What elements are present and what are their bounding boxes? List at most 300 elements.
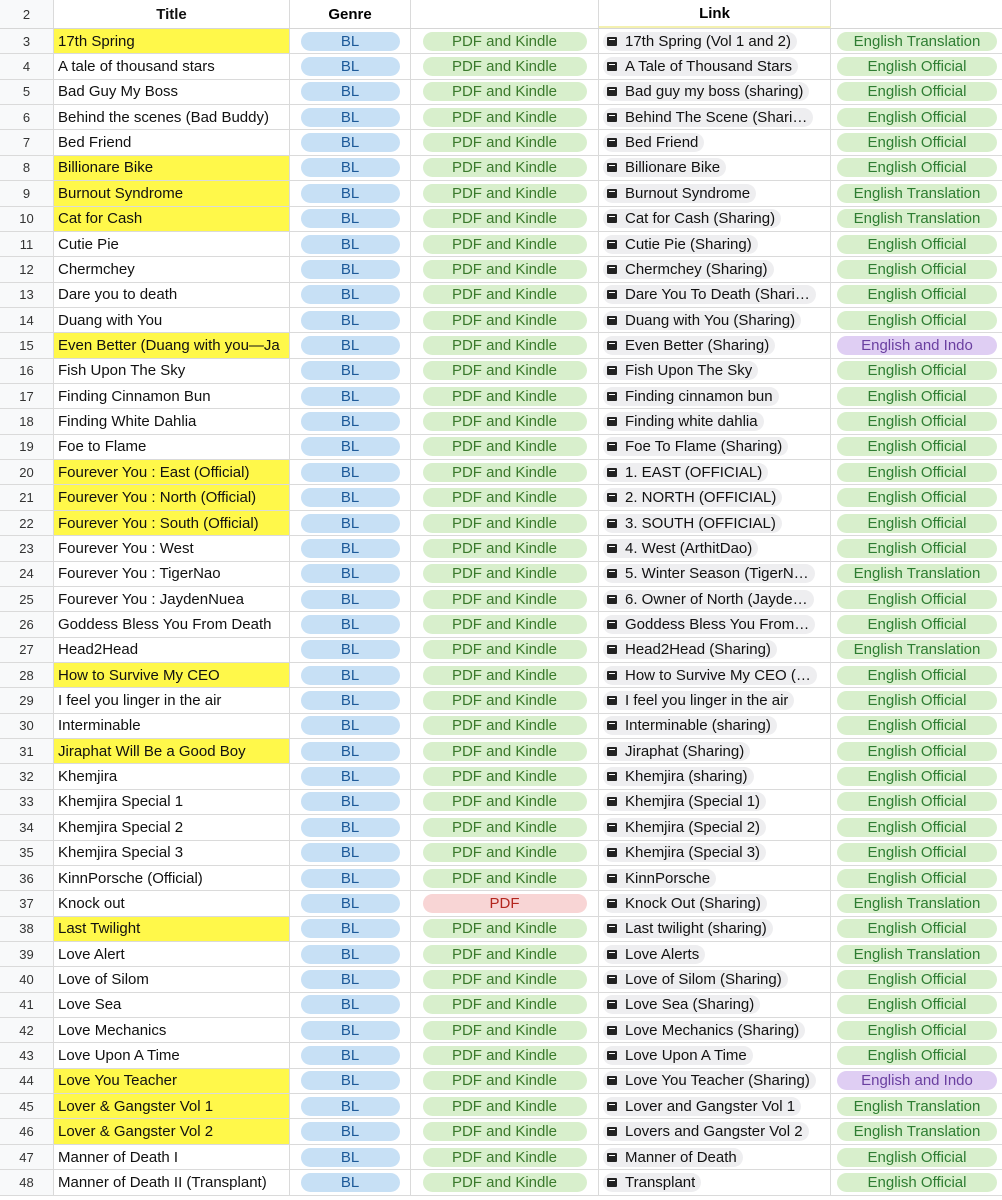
- language-chip[interactable]: English Official: [837, 818, 997, 837]
- genre-chip[interactable]: BL: [301, 1097, 400, 1116]
- language-chip[interactable]: English Official: [837, 666, 997, 685]
- language-cell[interactable]: [831, 257, 1002, 281]
- genre-cell[interactable]: [290, 435, 411, 459]
- title-cell[interactable]: Foe to Flame: [54, 435, 290, 459]
- format-cell[interactable]: [411, 942, 599, 966]
- title-cell[interactable]: Fourever You : TigerNao: [54, 562, 290, 586]
- format-chip[interactable]: PDF and Kindle: [423, 158, 587, 177]
- language-cell[interactable]: [831, 29, 1002, 53]
- title-cell[interactable]: Chermchey: [54, 257, 290, 281]
- format-cell[interactable]: [411, 536, 599, 560]
- genre-chip[interactable]: BL: [301, 311, 400, 330]
- format-cell[interactable]: [411, 29, 599, 53]
- row-number[interactable]: 15: [0, 333, 54, 357]
- genre-cell[interactable]: [290, 815, 411, 839]
- genre-chip[interactable]: BL: [301, 970, 400, 989]
- language-cell[interactable]: [831, 1043, 1002, 1067]
- link-cell[interactable]: [599, 333, 831, 357]
- format-chip[interactable]: PDF and Kindle: [423, 1173, 587, 1192]
- row-number[interactable]: 36: [0, 866, 54, 890]
- title-cell[interactable]: Even Better (Duang with you—Ja: [54, 333, 290, 357]
- genre-chip[interactable]: BL: [301, 590, 400, 609]
- link-chip[interactable]: [603, 716, 777, 735]
- row-number[interactable]: 21: [0, 485, 54, 509]
- format-chip[interactable]: PDF and Kindle: [423, 184, 587, 203]
- language-chip[interactable]: English Official: [837, 615, 997, 634]
- link-chip[interactable]: [603, 57, 798, 76]
- language-chip[interactable]: English Official: [837, 691, 997, 710]
- genre-chip[interactable]: BL: [301, 742, 400, 761]
- link-cell[interactable]: [599, 815, 831, 839]
- link-cell[interactable]: [599, 511, 831, 535]
- format-cell[interactable]: [411, 790, 599, 814]
- row-number[interactable]: 7: [0, 130, 54, 154]
- link-chip[interactable]: [603, 640, 777, 659]
- format-cell[interactable]: [411, 156, 599, 180]
- row-number[interactable]: 42: [0, 1018, 54, 1042]
- genre-cell[interactable]: [290, 283, 411, 307]
- language-cell[interactable]: [831, 891, 1002, 915]
- genre-cell[interactable]: [290, 384, 411, 408]
- format-chip[interactable]: PDF and Kindle: [423, 818, 587, 837]
- language-chip[interactable]: English Official: [837, 158, 997, 177]
- format-cell[interactable]: [411, 207, 599, 231]
- link-chip[interactable]: [603, 32, 797, 51]
- language-chip[interactable]: English Official: [837, 82, 997, 101]
- row-number[interactable]: 34: [0, 815, 54, 839]
- language-cell[interactable]: [831, 1069, 1002, 1093]
- language-cell[interactable]: [831, 993, 1002, 1017]
- genre-cell[interactable]: [290, 54, 411, 78]
- row-number[interactable]: 38: [0, 917, 54, 941]
- genre-chip[interactable]: BL: [301, 894, 400, 913]
- row-number[interactable]: 39: [0, 942, 54, 966]
- row-number[interactable]: 5: [0, 80, 54, 104]
- link-chip[interactable]: [603, 843, 766, 862]
- genre-chip[interactable]: BL: [301, 285, 400, 304]
- link-chip[interactable]: [603, 1071, 816, 1090]
- format-chip[interactable]: PDF and Kindle: [423, 945, 587, 964]
- genre-cell[interactable]: [290, 1170, 411, 1194]
- genre-cell[interactable]: [290, 967, 411, 991]
- genre-cell[interactable]: [290, 739, 411, 763]
- format-cell[interactable]: [411, 1094, 599, 1118]
- genre-cell[interactable]: [290, 942, 411, 966]
- link-chip[interactable]: [603, 514, 782, 533]
- title-cell[interactable]: Fourever You : JaydenNuea: [54, 587, 290, 611]
- link-chip[interactable]: [603, 539, 758, 558]
- genre-chip[interactable]: BL: [301, 209, 400, 228]
- row-number[interactable]: 13: [0, 283, 54, 307]
- genre-chip[interactable]: BL: [301, 57, 400, 76]
- language-cell[interactable]: [831, 511, 1002, 535]
- format-chip[interactable]: PDF and Kindle: [423, 564, 587, 583]
- link-chip[interactable]: [603, 133, 704, 152]
- title-cell[interactable]: Knock out: [54, 891, 290, 915]
- language-cell[interactable]: [831, 714, 1002, 738]
- genre-chip[interactable]: BL: [301, 361, 400, 380]
- language-cell[interactable]: [831, 587, 1002, 611]
- language-cell[interactable]: [831, 207, 1002, 231]
- title-cell[interactable]: Khemjira Special 3: [54, 841, 290, 865]
- language-chip[interactable]: English Official: [837, 133, 997, 152]
- title-cell[interactable]: Love of Silom: [54, 967, 290, 991]
- link-chip[interactable]: [603, 285, 816, 304]
- title-cell[interactable]: Behind the scenes (Bad Buddy): [54, 105, 290, 129]
- genre-cell[interactable]: [290, 917, 411, 941]
- link-cell[interactable]: [599, 967, 831, 991]
- format-chip[interactable]: PDF and Kindle: [423, 260, 587, 279]
- format-chip[interactable]: PDF and Kindle: [423, 463, 587, 482]
- format-chip[interactable]: PDF and Kindle: [423, 995, 587, 1014]
- language-cell[interactable]: [831, 967, 1002, 991]
- row-number[interactable]: 33: [0, 790, 54, 814]
- row-number[interactable]: 18: [0, 409, 54, 433]
- link-cell[interactable]: [599, 739, 831, 763]
- format-chip[interactable]: PDF and Kindle: [423, 514, 587, 533]
- genre-chip[interactable]: BL: [301, 437, 400, 456]
- title-cell[interactable]: Fourever You : North (Official): [54, 485, 290, 509]
- genre-chip[interactable]: BL: [301, 818, 400, 837]
- format-chip[interactable]: PDF and Kindle: [423, 1021, 587, 1040]
- title-cell[interactable]: Bed Friend: [54, 130, 290, 154]
- genre-chip[interactable]: BL: [301, 995, 400, 1014]
- language-chip[interactable]: English Translation: [837, 209, 997, 228]
- genre-cell[interactable]: [290, 333, 411, 357]
- link-cell[interactable]: [599, 54, 831, 78]
- language-chip[interactable]: English Official: [837, 311, 997, 330]
- format-cell[interactable]: [411, 1145, 599, 1169]
- row-number[interactable]: 22: [0, 511, 54, 535]
- language-cell[interactable]: [831, 435, 1002, 459]
- format-chip[interactable]: PDF and Kindle: [423, 590, 587, 609]
- format-chip[interactable]: PDF and Kindle: [423, 82, 587, 101]
- title-cell[interactable]: Last Twilight: [54, 917, 290, 941]
- format-cell[interactable]: [411, 993, 599, 1017]
- title-cell[interactable]: Manner of Death II (Transplant): [54, 1170, 290, 1194]
- language-cell[interactable]: [831, 1018, 1002, 1042]
- link-cell[interactable]: [599, 790, 831, 814]
- link-cell[interactable]: [599, 29, 831, 53]
- genre-chip[interactable]: BL: [301, 158, 400, 177]
- genre-chip[interactable]: BL: [301, 691, 400, 710]
- language-cell[interactable]: [831, 409, 1002, 433]
- language-chip[interactable]: English and Indo: [837, 1071, 997, 1090]
- row-number[interactable]: 29: [0, 688, 54, 712]
- genre-chip[interactable]: BL: [301, 336, 400, 355]
- genre-cell[interactable]: [290, 536, 411, 560]
- language-chip[interactable]: English Official: [837, 539, 997, 558]
- language-chip[interactable]: English Official: [837, 412, 997, 431]
- row-number[interactable]: 48: [0, 1170, 54, 1194]
- link-cell[interactable]: [599, 942, 831, 966]
- language-cell[interactable]: [831, 917, 1002, 941]
- format-chip[interactable]: PDF and Kindle: [423, 767, 587, 786]
- genre-cell[interactable]: [290, 1119, 411, 1143]
- language-cell[interactable]: [831, 688, 1002, 712]
- link-cell[interactable]: [599, 232, 831, 256]
- genre-cell[interactable]: [290, 105, 411, 129]
- language-chip[interactable]: English Official: [837, 970, 997, 989]
- header-link[interactable]: Link: [599, 0, 831, 28]
- language-cell[interactable]: [831, 460, 1002, 484]
- title-cell[interactable]: Head2Head: [54, 638, 290, 662]
- row-number[interactable]: 25: [0, 587, 54, 611]
- language-chip[interactable]: English Official: [837, 361, 997, 380]
- link-cell[interactable]: [599, 1094, 831, 1118]
- language-chip[interactable]: English Official: [837, 1046, 997, 1065]
- language-cell[interactable]: [831, 739, 1002, 763]
- format-cell[interactable]: [411, 967, 599, 991]
- title-cell[interactable]: Love You Teacher: [54, 1069, 290, 1093]
- row-number[interactable]: 19: [0, 435, 54, 459]
- format-cell[interactable]: [411, 1119, 599, 1143]
- language-cell[interactable]: [831, 1119, 1002, 1143]
- row-number[interactable]: 23: [0, 536, 54, 560]
- genre-cell[interactable]: [290, 232, 411, 256]
- genre-chip[interactable]: BL: [301, 1046, 400, 1065]
- genre-chip[interactable]: BL: [301, 32, 400, 51]
- row-number[interactable]: 10: [0, 207, 54, 231]
- format-chip[interactable]: PDF: [423, 894, 587, 913]
- format-cell[interactable]: [411, 815, 599, 839]
- language-chip[interactable]: English Translation: [837, 894, 997, 913]
- format-cell[interactable]: [411, 739, 599, 763]
- format-chip[interactable]: PDF and Kindle: [423, 640, 587, 659]
- link-cell[interactable]: [599, 283, 831, 307]
- language-cell[interactable]: [831, 612, 1002, 636]
- language-chip[interactable]: English Translation: [837, 1122, 997, 1141]
- genre-cell[interactable]: [290, 257, 411, 281]
- language-chip[interactable]: English Translation: [837, 640, 997, 659]
- format-chip[interactable]: PDF and Kindle: [423, 919, 587, 938]
- genre-cell[interactable]: [290, 891, 411, 915]
- row-number[interactable]: 46: [0, 1119, 54, 1143]
- link-cell[interactable]: [599, 663, 831, 687]
- genre-chip[interactable]: BL: [301, 564, 400, 583]
- row-number[interactable]: 40: [0, 967, 54, 991]
- language-chip[interactable]: English Official: [837, 57, 997, 76]
- link-cell[interactable]: [599, 105, 831, 129]
- format-chip[interactable]: PDF and Kindle: [423, 412, 587, 431]
- title-cell[interactable]: Love Sea: [54, 993, 290, 1017]
- row-number[interactable]: 43: [0, 1043, 54, 1067]
- title-cell[interactable]: Jiraphat Will Be a Good Boy: [54, 739, 290, 763]
- format-cell[interactable]: [411, 333, 599, 357]
- row-number[interactable]: 28: [0, 663, 54, 687]
- language-chip[interactable]: English Translation: [837, 32, 997, 51]
- genre-cell[interactable]: [290, 1069, 411, 1093]
- link-chip[interactable]: [603, 235, 758, 254]
- link-cell[interactable]: [599, 308, 831, 332]
- language-cell[interactable]: [831, 1145, 1002, 1169]
- language-chip[interactable]: English Official: [837, 767, 997, 786]
- format-cell[interactable]: [411, 688, 599, 712]
- link-cell[interactable]: [599, 612, 831, 636]
- title-cell[interactable]: KinnPorsche (Official): [54, 866, 290, 890]
- genre-chip[interactable]: BL: [301, 82, 400, 101]
- row-number[interactable]: 45: [0, 1094, 54, 1118]
- language-chip[interactable]: English Official: [837, 260, 997, 279]
- genre-chip[interactable]: BL: [301, 463, 400, 482]
- link-chip[interactable]: [603, 108, 813, 127]
- genre-cell[interactable]: [290, 308, 411, 332]
- title-cell[interactable]: Duang with You: [54, 308, 290, 332]
- language-cell[interactable]: [831, 308, 1002, 332]
- language-chip[interactable]: English Official: [837, 995, 997, 1014]
- genre-chip[interactable]: BL: [301, 767, 400, 786]
- title-cell[interactable]: Khemjira Special 1: [54, 790, 290, 814]
- row-number[interactable]: 27: [0, 638, 54, 662]
- language-chip[interactable]: English Official: [837, 437, 997, 456]
- link-chip[interactable]: [603, 590, 814, 609]
- link-cell[interactable]: [599, 359, 831, 383]
- genre-cell[interactable]: [290, 156, 411, 180]
- title-cell[interactable]: How to Survive My CEO: [54, 663, 290, 687]
- format-chip[interactable]: PDF and Kindle: [423, 336, 587, 355]
- genre-cell[interactable]: [290, 612, 411, 636]
- format-cell[interactable]: [411, 80, 599, 104]
- genre-cell[interactable]: [290, 130, 411, 154]
- genre-chip[interactable]: BL: [301, 235, 400, 254]
- link-chip[interactable]: [603, 615, 815, 634]
- format-cell[interactable]: [411, 257, 599, 281]
- genre-cell[interactable]: [290, 409, 411, 433]
- link-chip[interactable]: [603, 869, 716, 888]
- language-cell[interactable]: [831, 1094, 1002, 1118]
- link-cell[interactable]: [599, 764, 831, 788]
- row-number[interactable]: 47: [0, 1145, 54, 1169]
- language-cell[interactable]: [831, 333, 1002, 357]
- link-chip[interactable]: [603, 412, 764, 431]
- genre-chip[interactable]: BL: [301, 539, 400, 558]
- language-cell[interactable]: [831, 130, 1002, 154]
- title-cell[interactable]: Finding Cinnamon Bun: [54, 384, 290, 408]
- genre-cell[interactable]: [290, 460, 411, 484]
- link-cell[interactable]: [599, 866, 831, 890]
- format-cell[interactable]: [411, 1069, 599, 1093]
- format-chip[interactable]: PDF and Kindle: [423, 691, 587, 710]
- row-number[interactable]: 31: [0, 739, 54, 763]
- genre-cell[interactable]: [290, 80, 411, 104]
- format-chip[interactable]: PDF and Kindle: [423, 361, 587, 380]
- language-cell[interactable]: [831, 764, 1002, 788]
- format-chip[interactable]: PDF and Kindle: [423, 869, 587, 888]
- format-cell[interactable]: [411, 562, 599, 586]
- format-chip[interactable]: PDF and Kindle: [423, 792, 587, 811]
- link-chip[interactable]: [603, 463, 768, 482]
- link-cell[interactable]: [599, 841, 831, 865]
- row-number[interactable]: 2: [0, 0, 54, 28]
- link-chip[interactable]: [603, 488, 782, 507]
- genre-cell[interactable]: [290, 562, 411, 586]
- row-number[interactable]: 20: [0, 460, 54, 484]
- language-chip[interactable]: English Official: [837, 843, 997, 862]
- title-cell[interactable]: A tale of thousand stars: [54, 54, 290, 78]
- link-cell[interactable]: [599, 1119, 831, 1143]
- row-number[interactable]: 4: [0, 54, 54, 78]
- format-chip[interactable]: PDF and Kindle: [423, 387, 587, 406]
- language-chip[interactable]: English Official: [837, 514, 997, 533]
- format-chip[interactable]: PDF and Kindle: [423, 1046, 587, 1065]
- format-chip[interactable]: PDF and Kindle: [423, 615, 587, 634]
- title-cell[interactable]: Cat for Cash: [54, 207, 290, 231]
- link-chip[interactable]: [603, 82, 809, 101]
- link-chip[interactable]: [603, 311, 801, 330]
- language-chip[interactable]: English Official: [837, 1148, 997, 1167]
- genre-cell[interactable]: [290, 29, 411, 53]
- language-cell[interactable]: [831, 790, 1002, 814]
- link-chip[interactable]: [603, 437, 788, 456]
- format-chip[interactable]: PDF and Kindle: [423, 539, 587, 558]
- genre-cell[interactable]: [290, 587, 411, 611]
- format-cell[interactable]: [411, 130, 599, 154]
- genre-cell[interactable]: [290, 359, 411, 383]
- row-number[interactable]: 24: [0, 562, 54, 586]
- row-number[interactable]: 35: [0, 841, 54, 865]
- link-chip[interactable]: [603, 1046, 753, 1065]
- genre-cell[interactable]: [290, 841, 411, 865]
- link-cell[interactable]: [599, 207, 831, 231]
- format-cell[interactable]: [411, 384, 599, 408]
- format-chip[interactable]: PDF and Kindle: [423, 108, 587, 127]
- link-chip[interactable]: [603, 387, 779, 406]
- format-cell[interactable]: [411, 714, 599, 738]
- format-cell[interactable]: [411, 1170, 599, 1194]
- link-chip[interactable]: [603, 666, 817, 685]
- genre-chip[interactable]: BL: [301, 387, 400, 406]
- genre-chip[interactable]: BL: [301, 666, 400, 685]
- row-number[interactable]: 6: [0, 105, 54, 129]
- link-chip[interactable]: [603, 767, 754, 786]
- language-cell[interactable]: [831, 105, 1002, 129]
- link-cell[interactable]: [599, 257, 831, 281]
- language-chip[interactable]: English Official: [837, 742, 997, 761]
- language-cell[interactable]: [831, 485, 1002, 509]
- link-chip[interactable]: [603, 158, 726, 177]
- format-chip[interactable]: PDF and Kindle: [423, 311, 587, 330]
- language-chip[interactable]: English Official: [837, 285, 997, 304]
- format-chip[interactable]: PDF and Kindle: [423, 133, 587, 152]
- link-cell[interactable]: [599, 156, 831, 180]
- genre-cell[interactable]: [290, 714, 411, 738]
- format-chip[interactable]: PDF and Kindle: [423, 32, 587, 51]
- row-number[interactable]: 3: [0, 29, 54, 53]
- link-chip[interactable]: [603, 970, 788, 989]
- link-cell[interactable]: [599, 181, 831, 205]
- title-cell[interactable]: Fourever You : West: [54, 536, 290, 560]
- link-cell[interactable]: [599, 130, 831, 154]
- link-chip[interactable]: [603, 1021, 805, 1040]
- format-chip[interactable]: PDF and Kindle: [423, 1122, 587, 1141]
- row-number[interactable]: 44: [0, 1069, 54, 1093]
- language-cell[interactable]: [831, 942, 1002, 966]
- link-cell[interactable]: [599, 1170, 831, 1194]
- format-cell[interactable]: [411, 587, 599, 611]
- row-number[interactable]: 8: [0, 156, 54, 180]
- genre-chip[interactable]: BL: [301, 412, 400, 431]
- format-cell[interactable]: [411, 663, 599, 687]
- title-cell[interactable]: Interminable: [54, 714, 290, 738]
- title-cell[interactable]: Dare you to death: [54, 283, 290, 307]
- link-cell[interactable]: [599, 80, 831, 104]
- genre-chip[interactable]: BL: [301, 133, 400, 152]
- link-chip[interactable]: [603, 1173, 701, 1192]
- genre-cell[interactable]: [290, 1145, 411, 1169]
- format-chip[interactable]: PDF and Kindle: [423, 742, 587, 761]
- genre-cell[interactable]: [290, 688, 411, 712]
- language-chip[interactable]: English Official: [837, 387, 997, 406]
